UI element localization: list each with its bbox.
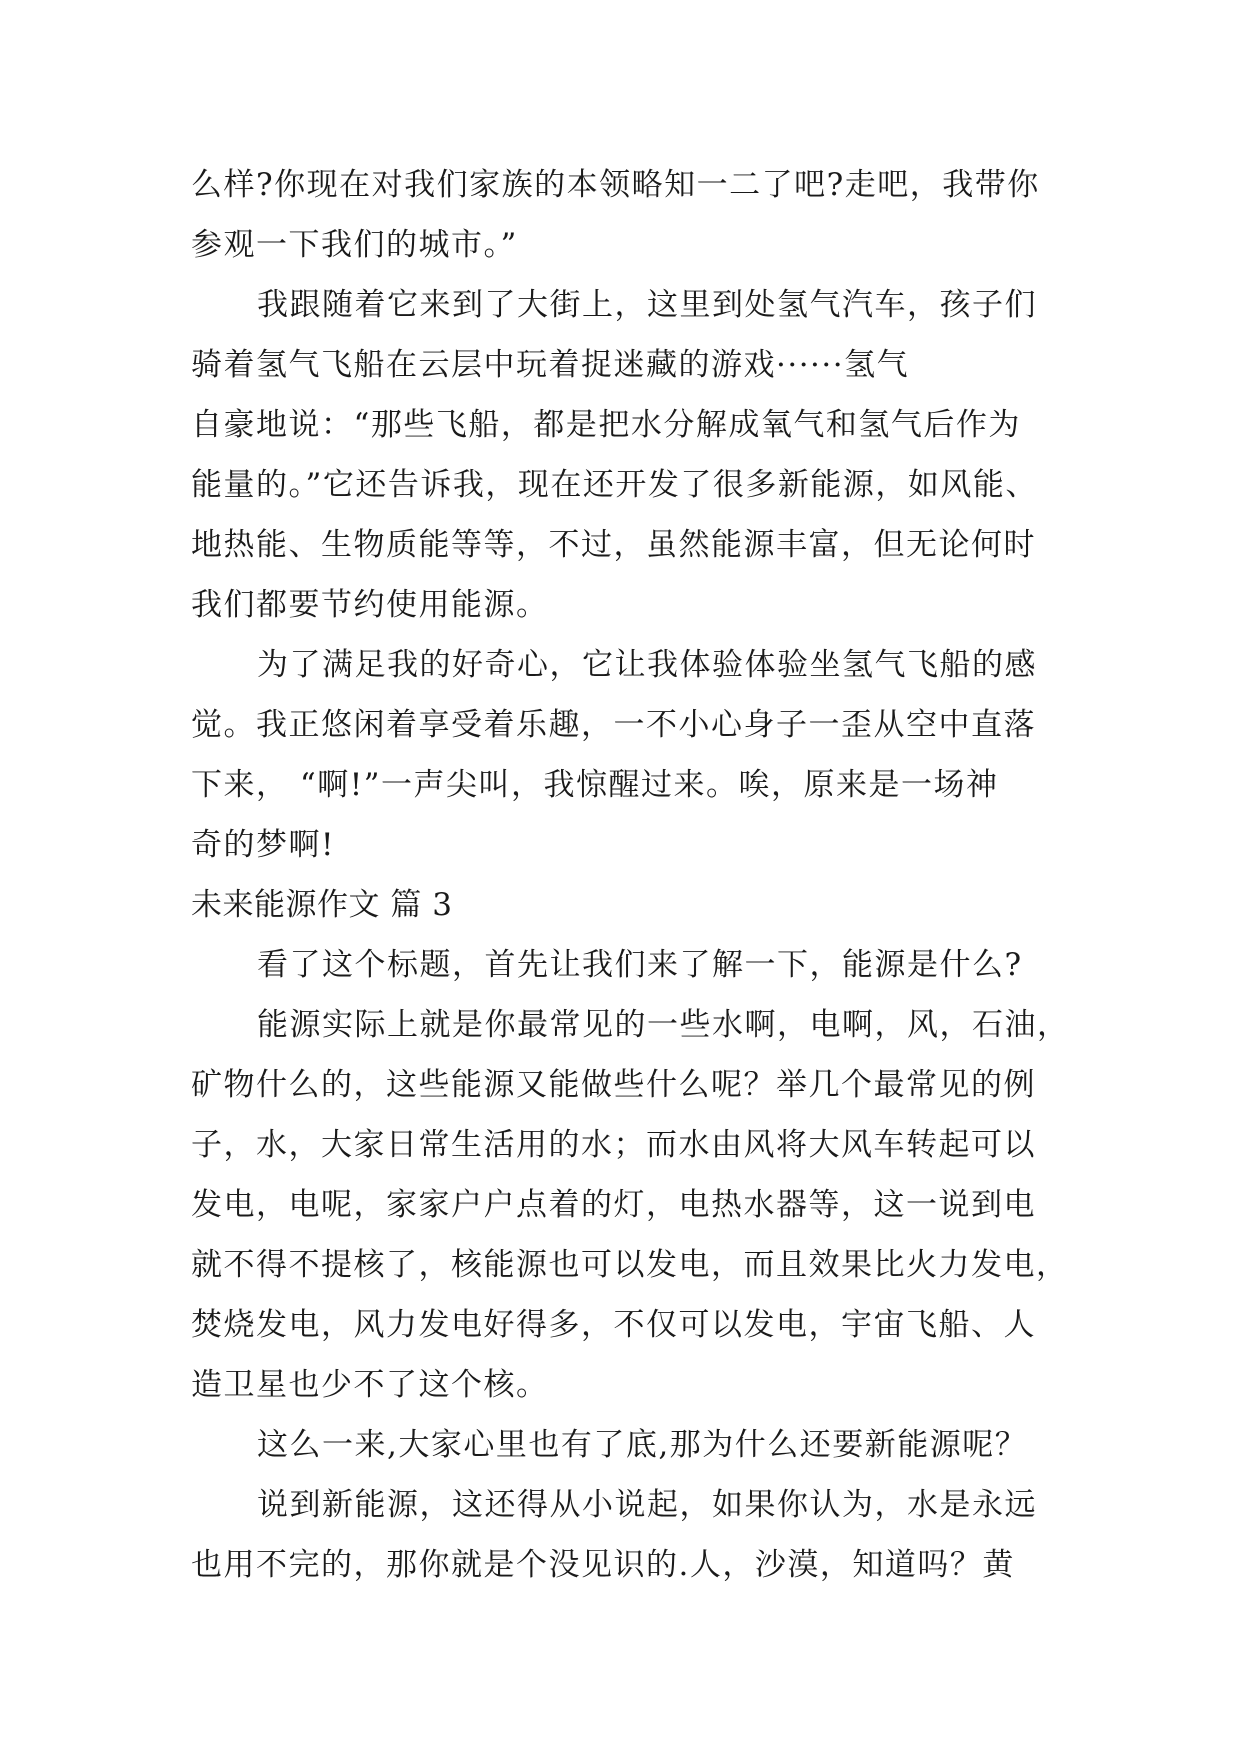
- text-line: 焚烧发电，风力发电好得多，不仅可以发电，宇宙飞船、人: [191, 1307, 1036, 1343]
- text-line: 下来， “啊!”一声尖叫，我惊醒过来。唉，原来是一场神: [191, 767, 999, 803]
- paragraph-first-line: 能源实际上就是你最常见的一些水啊，电啊，风，石油，: [257, 1007, 1070, 1043]
- text-line: 造卫星也少不了这个核。: [191, 1367, 549, 1403]
- paragraph-first-line: 看了这个标题，首先让我们来了解一下，能源是什么?: [257, 947, 1023, 983]
- text-line: 发电，电呢，家家户户点着的灯，电热水器等，这一说到电: [191, 1187, 1036, 1223]
- text-line: 奇的梦啊!: [191, 827, 335, 863]
- paragraph-first-line: 说到新能源，这还得从小说起，如果你认为，水是永远: [257, 1487, 1037, 1523]
- text-line: 能量的。”它还告诉我，现在还开发了很多新能源，如风能、: [191, 467, 1038, 503]
- paragraph-first-line: 我跟随着它来到了大街上，这里到处氢气汽车，孩子们: [257, 287, 1037, 323]
- section-heading: 未来能源作文 篇 3: [191, 887, 453, 923]
- text-line: 子，水，大家日常生活用的水；而水由风将大风车转起可以: [191, 1127, 1036, 1163]
- text-line: 觉。我正悠闲着享受着乐趣，一不小心身子一歪从空中直落: [191, 707, 1036, 743]
- document-body: [191, 155, 1071, 1595]
- paragraph-first-line: 这么一来,大家心里也有了底,那为什么还要新能源呢？: [257, 1427, 1028, 1463]
- text-line: 也用不完的，那你就是个没见识的.人，沙漠，知道吗？黄: [191, 1547, 1015, 1583]
- text-line: 么样?你现在对我们家族的本领略知一二了吧?走吧，我带你: [191, 167, 1040, 203]
- paragraph-first-line: 为了满足我的好奇心，它让我体验体验坐氢气飞船的感: [257, 647, 1037, 683]
- text-line: 矿物什么的，这些能源又能做些什么呢？举几个最常见的例: [191, 1067, 1036, 1103]
- text-line: 我们都要节约使用能源。: [191, 587, 549, 623]
- text-line: 自豪地说：“那些飞船，都是把水分解成氧气和氢气后作为: [191, 407, 1021, 443]
- text-line: 骑着氢气飞船在云层中玩着捉迷藏的游戏······氢气: [191, 347, 910, 383]
- text-line: 参观一下我们的城市。”: [191, 227, 518, 263]
- text-line: 地热能、生物质能等等，不过，虽然能源丰富，但无论何时: [191, 527, 1036, 563]
- text-line: 就不得不提核了，核能源也可以发电，而且效果比火力发电，: [191, 1247, 1069, 1283]
